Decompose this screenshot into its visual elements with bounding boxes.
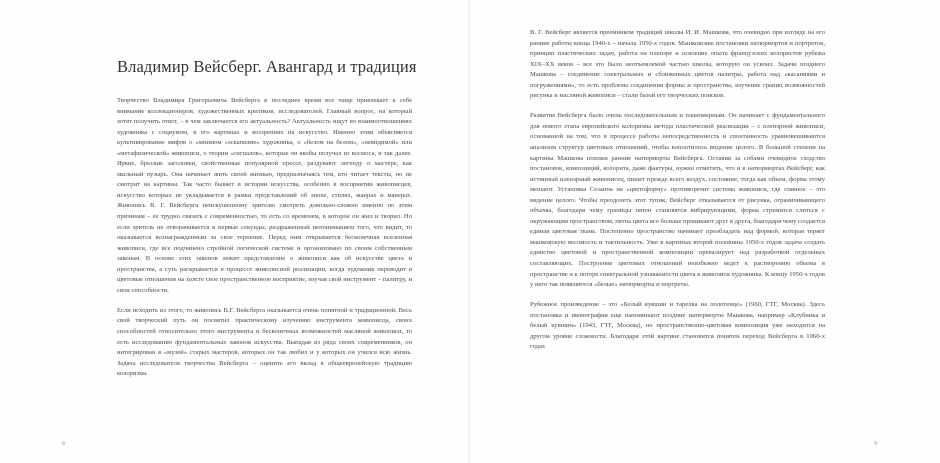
page-number-right: 9 [874, 441, 877, 447]
right-page [470, 0, 940, 463]
body-paragraph: Если исходить из этого, то живопись В.Г. Вейсберга оказывается очень понятной и традиционной. Весь свой творческий путь он посвятил практическому изучению инструмента живописца, своих способностей относительно этого инструмента и бесконечных возможностей масляной живописи, то есть исследованию фундаментальных законов искусства. Выпадая из ряда своих современников, он интегрирован в «музей» старых мастеров, которых он так любил и у которых он учился всю жизнь. Задача исследователя творчества Вейсберга – оценить его вклад в общеевропейскую традицию колоризма. [117, 306, 412, 378]
chapter-title: Владимир Вейсберг. Авангард и традиция [117, 57, 417, 76]
body-paragraph: Рубежное произведение – это «Белый кувшин и тарелка на полотенце» (1960, ГТГ, Москва). Здесь постановка и иконография еще напоминают поздние натюрморты Машкова, например «Клубника и белый кувшин» (1943, ГТГ, Москва), но пространственно-цветовая композиция уже находится на другом уровне сложности. Благодаря этой картине становится понятен переход Вейсберга в 1960-х годах [530, 301, 825, 351]
body-paragraph: В. Г. Вейсберг является преемником традиций школы И. И. Машкова, что очевидно при взгляде на его ранние работы конца 1940-х – начала 1950-х годов. Машковские постановки натюрмортов и портретов, принцип пластических задач, работа на пленэре и освоение опыта французских колористов рубежа XIX–XX веков – все это было неотъемлемой частью школы, которую он усвоил. Задачи позднего Машкова – соединение спектральных и сближенных цветов палитры, работа над «касаниями и погружениями», то есть проблема соединения формы и пространства, изучение границ возможностей рисунка и масляной живописи – стали базой его творческих поисков. [530, 29, 825, 100]
body-paragraph: Развитие Вейсберга было очень последовательным и планомерным. Он начинает с фундаментального для нового этапа европейского колоризма метода пластической реализации – с пленэрной живописи, основанной на том, что в процессе работы непосредственность и спонтанность уравновешиваются анализом структур цветовых отношений, чтобы воплотилось видение целого. В большой степени на картины Машкова похожи ранние натюрморты Вейсберга. Оставив за собами очевидное сходство постановок, композиций, колорита, даже фактуры, нужно отметить, что и в натюрмортах Вейсберг, как истинный пленэрный живописец, пишет прежде всего воздух, состояние, тогда как объем, форма этому мешают. Установка Сезанна на «цветоформу» противоречит система живописи, где главное – это видение целого. Чтобы преодолеть этот тупик, Вейсберг отказывается от рисунка, ограничивающего объемы, благодаря чему границы пятен становятся вибрирующими, форма стремится слиться с окружающим пространством, пятна цвета все больше проникают друг в друга, благодаря чему создается единая цветовая ткань. Постепенно пространство начинает преобладать над формой, которая теряет машковскую весомость и тактильность. Уже в картинах второй половины 1950-х годов задача создать единство цветовой и пространственной композиции превалирует над разработкой отдельных составляющих. Построение цветовых отношений неизбежно ведет к растворению объема в пространстве и к потере спектральной узнаваемости цвета в живописи художника. К концу 1950-х годов у него так появляются «белые» натюрморты и портреты. [530, 112, 825, 289]
body-paragraph: Творчество Владимира Григорьевича Вейсберга в последнее время все чаще привлекает к себе внимание коллекционеров, художественных критиков, исследователей. Главный вопрос, на который хотят получить ответ, – в чем заключается его актуальность? Актуальность ищут во взаимоотношениях художника с социумом, в его картинах и воззрениях на искусство. Именно этим объясняется культивирование мифов о «мнимом «эскапизме» художника, о «белом на белом», «невидимой» или «метафизической» живописи, о теории «сигналов», которые он якобы получал из космоса, и так далее. Яркие, броские заголовки, свойственные популярной прессе, раздувают легенду о мастере, как мыльный пузырь. Она начинает жить своей жизнью, предназначаясь тем, кто читает тексты, но не смотрит на картины. Так часто бывает в истории искусства, особенно в восприятии живописцев, искусство которых не укладывается в рамки представлений об эпохе, стилях, жанрах и манерах. Живопись В. Г. Вейсберга неискушенному зрителю смотреть довольно-сложно именно по этим причинам – ее трудно связать с современностью, то есть со временем, в которое он жил и творил. Но если зритель не отворачивается в первые секунды, раздраженный непониманием того, что видит, то оказывается вознагражденным за свое терпение. Перед ним открывается бесконечная вселенная живописи, где все подчинено стройной логической системе и организовано по своим собственным законам. В основе этих законов лежит представление о живописи как об искусстве цвета и пространства, а суть раскрывается в процессе живописной реализации, когда художник переводит в цветовые отношения на холсте свое пространственное восприятие, изучая свой инструмент – палитру, и свои способности. [117, 97, 412, 294]
left-text-column [117, 96, 412, 389]
page-number-left: 8 [62, 441, 65, 447]
right-text-column [530, 28, 825, 362]
